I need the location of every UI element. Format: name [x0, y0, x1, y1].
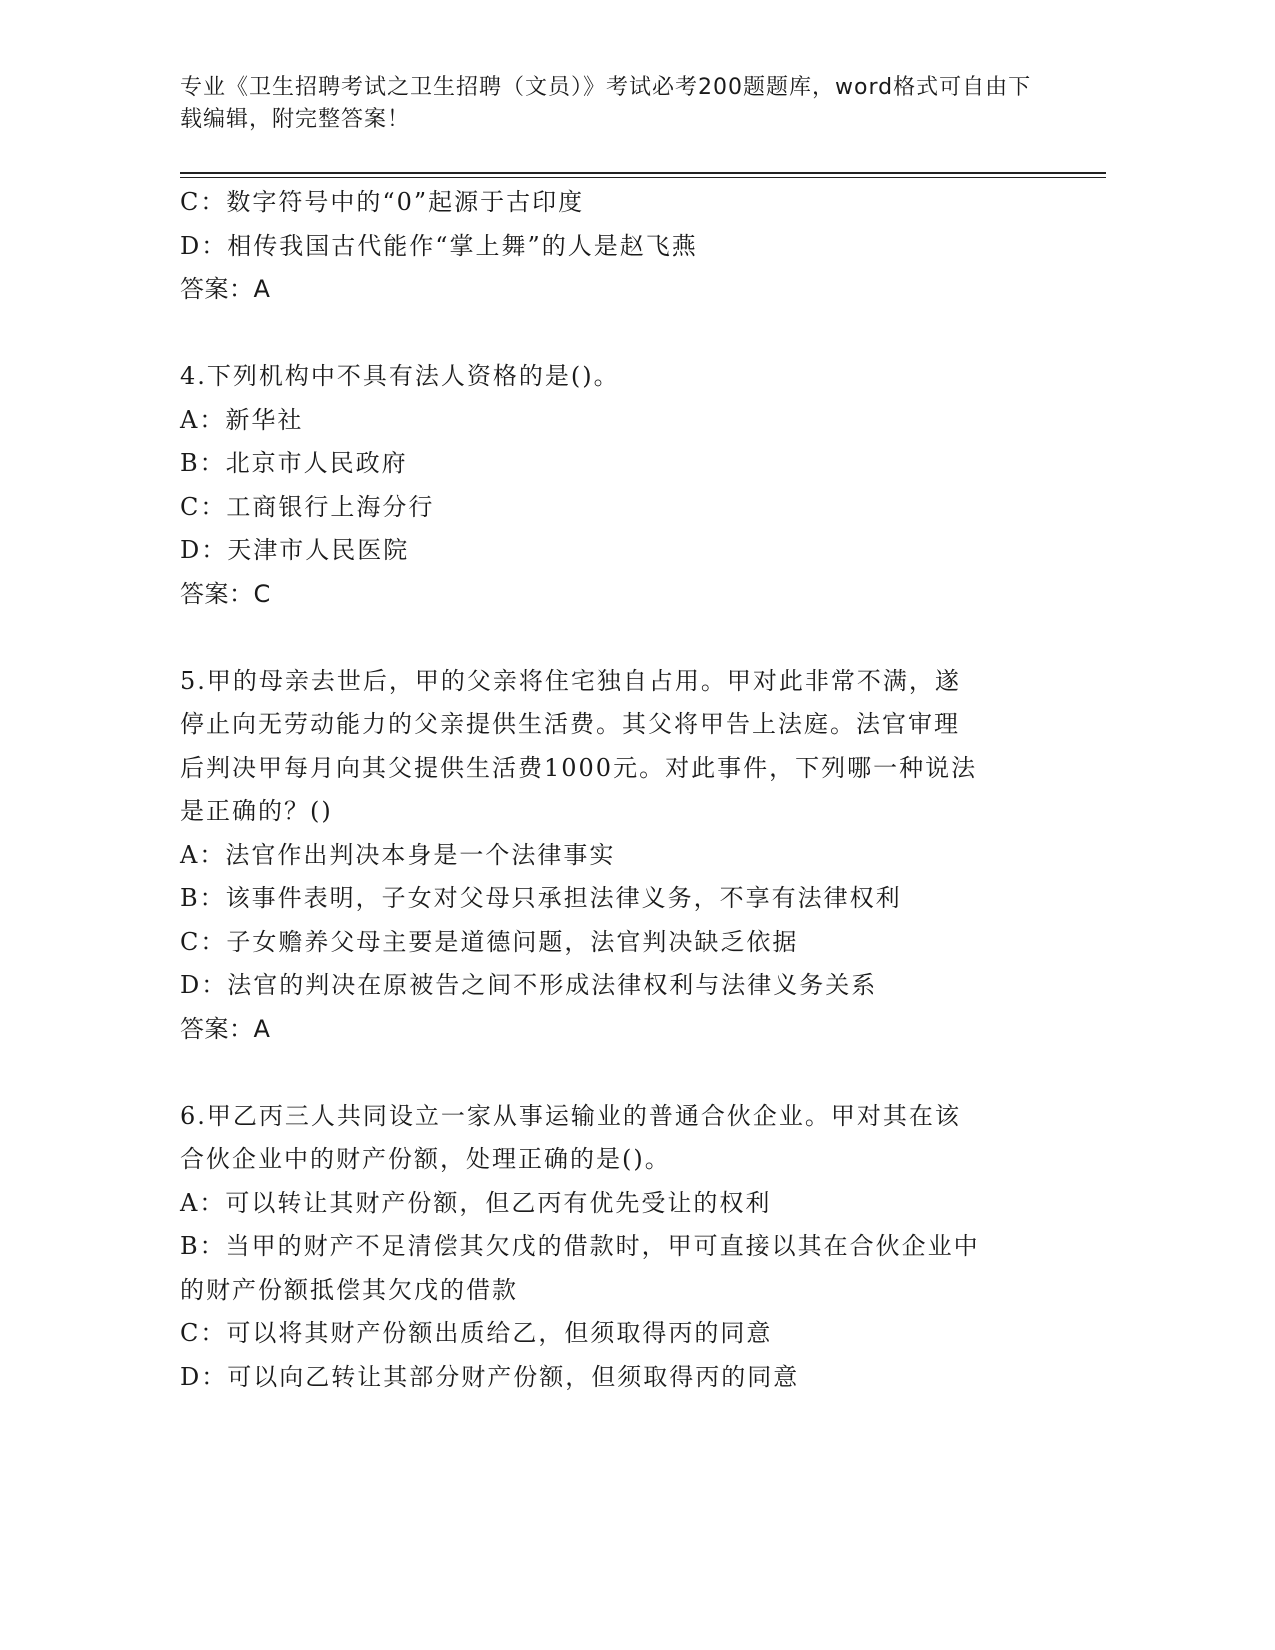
q5-option-c: C：子女赡养父母主要是道德问题，法官判决缺乏依据: [180, 927, 799, 956]
q6-option-d: D：可以向乙转让其部分财产份额，但须取得丙的同意: [180, 1362, 800, 1391]
q4-stem: 4.下列机构中不具有法人资格的是()。: [180, 362, 620, 390]
q6-option-b-line-2: 的财产份额抵偿其欠戊的借款: [180, 1275, 518, 1304]
q6-option-b-line-1: B：当甲的财产不足清偿其欠戊的借款时，甲可直接以其在合伙企业中: [180, 1232, 980, 1260]
q6-option-a: A：可以转让其财产份额，但乙丙有优先受让的权利: [180, 1188, 772, 1217]
spacer: [180, 616, 1040, 660]
spacer: [180, 1051, 1040, 1095]
q3-answer: 答案：A: [180, 275, 271, 303]
q3-option-c: C：数字符号中的“0”起源于古印度: [180, 188, 585, 216]
q6-stem-line-2: 合伙企业中的财产份额，处理正确的是()。: [180, 1145, 671, 1173]
q5-option-a: A：法官作出判决本身是一个法律事实: [180, 840, 616, 869]
q4-option-b: B：北京市人民政府: [180, 449, 408, 477]
document-header: [180, 72, 1040, 136]
q6-stem-line-1: 6.甲乙丙三人共同设立一家从事运输业的普通合伙企业。甲对其在该: [180, 1101, 961, 1130]
spacer: [180, 312, 1040, 356]
q5-stem-line-4: 是正确的？(): [180, 797, 333, 825]
q5-option-b: B：该事件表明，子女对父母只承担法律义务，不享有法律权利: [180, 884, 902, 912]
q4-option-a: A：新华社: [180, 405, 304, 434]
question-content: [180, 181, 1040, 1399]
q4-option-d: D：天津市人民医院: [180, 536, 410, 564]
header-divider-thick: [180, 172, 1106, 174]
q4-option-c: C：工商银行上海分行: [180, 492, 435, 521]
q4-answer: 答案：C: [180, 579, 271, 608]
q5-stem-line-3: 后判决甲每月向其父提供生活费1000元。对此事件，下列哪一种说法: [180, 753, 978, 782]
q3-option-d: D：相传我国古代能作“掌上舞”的人是赵飞燕: [180, 231, 698, 260]
header-divider-thin: [180, 177, 1106, 178]
q5-option-d: D：法官的判决在原被告之间不形成法律权利与法律义务关系: [180, 971, 878, 999]
header-title: 专业《卫生招聘考试之卫生招聘（文员）》考试必考200题题库，word格式可自由下载编辑，附完整答案！: [180, 75, 1032, 132]
q6-option-c: C：可以将其财产份额出质给乙，但须取得丙的同意: [180, 1319, 773, 1347]
q5-stem-line-1: 5.甲的母亲去世后，甲的父亲将住宅独自占用。甲对此非常不满，遂: [180, 666, 961, 695]
q5-answer: 答案：A: [180, 1014, 271, 1043]
q5-stem-line-2: 停止向无劳动能力的父亲提供生活费。其父将甲告上法庭。法官审理: [180, 710, 960, 738]
